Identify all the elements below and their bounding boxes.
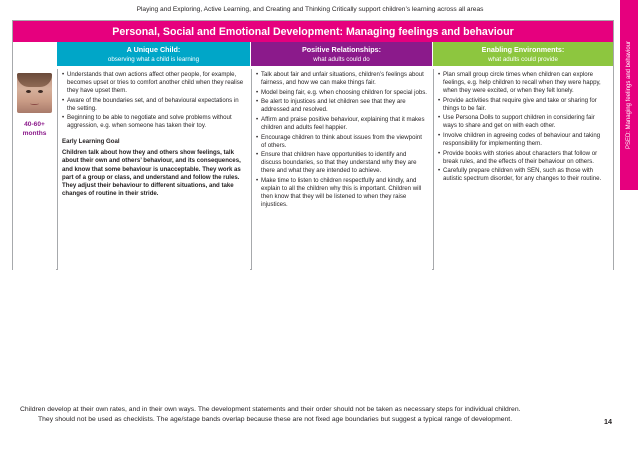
age-band-column (13, 69, 56, 270)
enabling-environments-list (438, 71, 609, 183)
list-item: • Model being fair, e.g. when choosing children for special jobs. (256, 89, 428, 97)
footer-line-2: They should not be used as checklists. The age/stage bands overlap because these are not fixed age boundaries but suggest a typical range of development. (38, 415, 513, 423)
enabling-environments-heading: Enabling Environments: (481, 45, 565, 54)
elg-heading: Early Learning Goal (62, 138, 120, 146)
enabling-environments-column (433, 69, 613, 270)
unique-child-heading: A Unique Child: (126, 45, 181, 54)
positive-relationships-header (251, 42, 432, 66)
positive-relationships-list (256, 71, 428, 209)
list-item: • Understands that own actions affect other people, for example, becomes upset or tries to comfort another child when they realise they have upset them. (62, 71, 246, 95)
side-tab-label: PSED: Managing feelings and behaviour (626, 40, 633, 150)
unique-child-subheading: observing what a child is learning (107, 56, 200, 63)
list-item: • Involve children in agreeing codes of behaviour and taking responsibility for implementing them. (438, 132, 609, 148)
elg-text: Children talk about how they and others show feelings, talk about their own and others’ behaviour, and its consequences, and know that some behaviour is unacceptable. They work as part of a group or class, and understand and follow the rules. They adjust their behaviour to different situations, and take changes of routine in their stride. (62, 149, 241, 197)
unique-child-list (62, 71, 246, 130)
list-item: • Provide books with stories about characters that follow or break rules, and the effects of their behaviour on others. (438, 150, 609, 166)
top-caption: Playing and Exploring, Active Learning, and Creating and Thinking Critically support children’s learning across all areas (136, 6, 484, 13)
side-section-tab (620, 0, 638, 190)
page-title: Personal, Social and Emotional Development: Managing feelings and behaviour (112, 25, 514, 38)
footer-line-1: Children develop at their own rates, and in their own ways. The development statements and their order should not be taken as necessary steps for individual children. (20, 406, 521, 413)
list-item: • Be alert to injustices and let children see that they are addressed and resolved. (256, 98, 428, 114)
list-item: • Ensure that children have opportunities to identify and discuss boundaries, so that they understand why they are there and what they are intended to achieve. (256, 151, 428, 175)
title-bar (13, 21, 613, 42)
list-item: • Plan small group circle times when children can explore feelings, e.g. help children to recall when they were happy, when they were excited, or when they felt lonely. (438, 71, 609, 95)
list-item: • Provide activities that require give and take or sharing for things to be fair. (438, 97, 609, 113)
list-item: • Make time to listen to children respectfully and kindly, and explain to all the children why this is important. Children will then know that they will be listened to when they raise injustices. (256, 177, 428, 209)
content-table (12, 20, 614, 270)
child-photo (17, 73, 52, 113)
list-item: • Encourage children to think about issues from the viewpoint of others. (256, 134, 428, 150)
child-photo-eye (38, 90, 43, 93)
footer-note (20, 405, 610, 425)
positive-relationships-heading: Positive Relationships: (301, 45, 382, 54)
list-item: • Use Persona Dolls to support children in considering fair ways to share and get on with each other. (438, 114, 609, 130)
enabling-environments-subheading: what adults could provide (488, 56, 558, 63)
child-photo-mouth (30, 102, 39, 105)
positive-relationships-subheading: what adults could do (313, 56, 370, 63)
unique-child-column (57, 69, 250, 270)
positive-relationships-column (251, 69, 432, 270)
list-item: • Aware of the boundaries set, and of behavioural expectations in the setting. (62, 97, 246, 113)
child-photo-eye (26, 90, 31, 93)
child-photo-hair (17, 73, 52, 87)
unique-child-header (57, 42, 250, 66)
enabling-environments-header (433, 42, 613, 66)
list-item: • Carefully prepare children with SEN, such as those with autistic spectrum disorder, for any changes to their routine. (438, 167, 609, 183)
page-number: 14 (604, 417, 612, 426)
age-band-label: 40-60+ months (22, 121, 47, 137)
list-item: • Talk about fair and unfair situations, children’s feelings about fairness, and how we can make things fair. (256, 71, 428, 87)
list-item: • Affirm and praise positive behaviour, explaining that it makes children and adults feel happier. (256, 116, 428, 132)
list-item: • Beginning to be able to negotiate and solve problems without aggression, e.g. when someone has taken their toy. (62, 114, 246, 130)
